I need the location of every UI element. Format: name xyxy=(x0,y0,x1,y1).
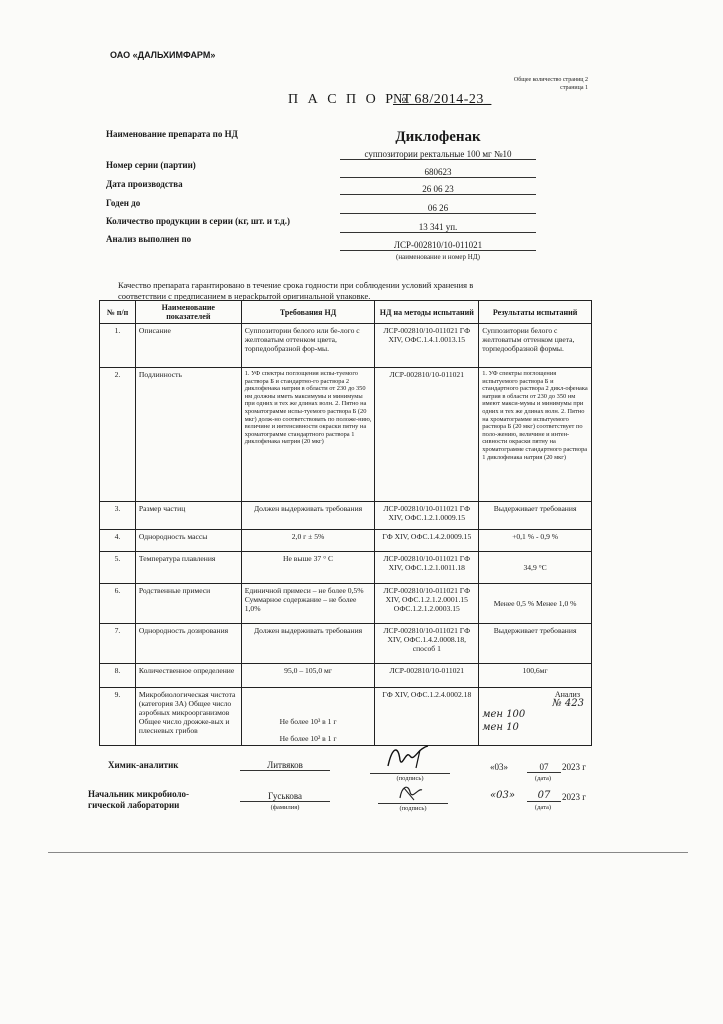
drug-label: Наименование препарата по НД xyxy=(106,129,238,139)
table-row xyxy=(100,324,592,368)
table-row xyxy=(100,624,592,664)
chemist-date-month: 07 xyxy=(527,762,561,773)
header-methods: НД на методы испытаний xyxy=(375,301,479,324)
head-role-line2: гической лаборатории xyxy=(88,800,180,810)
head-date-day: «03» xyxy=(490,790,515,801)
row-num: 3. xyxy=(100,502,136,530)
series-label: Номер серии (партии) xyxy=(106,160,196,170)
row-name: Однородность дозирования xyxy=(135,624,241,664)
organization-name: ОАО «ДАЛЬХИМФАРМ» xyxy=(110,50,216,60)
row-requirement: Должен выдерживать требования xyxy=(241,624,375,664)
row-name: Однородность массы xyxy=(135,530,241,552)
table-row xyxy=(100,530,592,552)
row-method: ГФ XIV, ОФС.1.4.2.0009.15 xyxy=(375,530,479,552)
chemist-name: Литвяков xyxy=(240,760,330,771)
row-result: Выдерживает требования xyxy=(479,624,592,664)
requirement-aerobic: Не более 10³ в 1 г xyxy=(279,717,337,726)
result-aerobic: мен 100 xyxy=(482,709,526,720)
chemist-date-day: «03» xyxy=(490,762,508,772)
row-num: 6. xyxy=(100,584,136,624)
table-row xyxy=(100,552,592,584)
expiry-value: 06 26 xyxy=(340,203,536,214)
passport-number: №_68/2014-23_ xyxy=(393,92,492,107)
row-name: Родственные примеси xyxy=(135,584,241,624)
row-requirement: 95,0 – 105,0 мг xyxy=(241,664,375,688)
row-result xyxy=(479,688,592,746)
row-method: ЛСР-002810/10-011021 xyxy=(375,664,479,688)
quantity-label: Количество продукции в серии (кг, шт. и т.д.) xyxy=(106,216,290,226)
row-requirement: Суппозитории белого или бе-лого с желтоватым оттенком цвета, торпедообразной фор-мы. xyxy=(241,324,375,368)
row-name: Температура плавления xyxy=(135,552,241,584)
result-fungi: мен 10 xyxy=(482,722,519,733)
row-name: Размер частиц xyxy=(135,502,241,530)
head-signature xyxy=(378,780,448,804)
row-requirement: Не выше 37 ° С xyxy=(241,552,375,584)
row-result: Выдерживает требования xyxy=(479,502,592,530)
table-row xyxy=(100,688,592,746)
quality-note: Качество препарата гарантировано в течение срока годности при соблюдении условий хранения в соответствии с предписанием в нерасkрытой оригинальной упаковке. xyxy=(118,280,474,301)
head-signature-hint: (подпись) xyxy=(399,805,427,812)
row-result: 34,9 °С xyxy=(479,552,592,584)
row-result: 100,6мг xyxy=(479,664,592,688)
row-requirement: Единичной примеси – не более 0,5% Суммарное содержание – не более 1,0% xyxy=(241,584,375,624)
chemist-date-hint: (дата) xyxy=(534,775,552,782)
row-method: ЛСР-002810/10-011021 ГФ XIV, ОФС.1.2.1.0009.15 xyxy=(375,502,479,530)
row-result: +0,1 % - 0,9 % xyxy=(479,530,592,552)
analysis-label: Анализ выполнен по xyxy=(106,234,192,244)
head-date-year: 2023 г xyxy=(562,792,586,802)
row-num: 5. xyxy=(100,552,136,584)
results-table xyxy=(99,300,592,746)
head-name: Гуськова xyxy=(240,791,330,802)
head-date-month: 07 xyxy=(527,790,561,802)
row-result: 1. УФ спектры поглощения испытуемого раствора Б и стандартного раствора 2 дикл-офенака натрия в области от 230 до 350 нм имеют макси-мумы и минимумы при одних и тех же длинах волн. 2. Пятно на хроматограмме испытуемого раствора Б (20 мкг) соответствует по поло-жению, величине и интен-сивности окраски пятну на хроматограмме стандартного раствора 1 диклофенака натрия (20 мкг) xyxy=(479,368,592,502)
chemist-signature xyxy=(370,738,450,774)
row-name: Подлинность xyxy=(135,368,241,502)
row-name: Количественное определение xyxy=(135,664,241,688)
table-row xyxy=(100,368,592,502)
quantity-value: 13 341 уп. xyxy=(340,222,536,233)
analysis-head: Анализ xyxy=(554,690,580,699)
analysis-hint: (наименование и номер НД) xyxy=(396,253,480,261)
row-requirement: Должен выдерживать требования xyxy=(241,502,375,530)
row-requirement: 1. УФ спектры поглощения испы-туемого раствора Б и стандартно-го раствора 2 диклофенака натрия в области от 230 до 350 нм должны иметь максимумы и минимумы при одних и тех же длинах волн. 2. Пятно на хроматограмме испы-туемого раствора Б (20 мкг) долж-но соответствовать по положе-нию, величине и интенсивности окраски пятну на хроматограмме стандартного раствора 1 диклофенака натрия (20 мкг) xyxy=(241,368,375,502)
total-pages: Общее количество страниц 2 xyxy=(513,77,588,83)
row-method: ЛСР-002810/10-011021 ГФ XIV, ОФС.1.4.1.0013.15 xyxy=(375,324,479,368)
row-method: ГФ XIV, ОФС.1.2.4.0002.18 xyxy=(375,688,479,746)
header-results: Результаты испытаний xyxy=(479,301,592,324)
row-result: Менее 0,5 % Менее 1,0 % xyxy=(479,584,592,624)
row-num: 2. xyxy=(100,368,136,502)
row-method: ЛСР-002810/10-011021 ГФ XIV, ОФС.1.4.2.0008.18, способ 1 xyxy=(375,624,479,664)
table-header-row xyxy=(100,301,592,324)
row-name: Микробиологическая чистота (категория 3А) Общее число аэробных микроорганизмов Общее число дрожже-вых и плесневых грибов xyxy=(135,688,241,746)
row-method: ЛСР-002810/10-011021 ГФ XIV, ОФС.1.2.1.2.0001.15 ОФС.1.2.1.2.0003.15 xyxy=(375,584,479,624)
row-num: 8. xyxy=(100,664,136,688)
signature-scribble-icon xyxy=(378,780,448,804)
head-surname-hint: (фамилия) xyxy=(270,804,300,811)
chemist-signature-hint: (подпись) xyxy=(396,775,424,782)
bottom-divider xyxy=(48,852,688,853)
table-row xyxy=(100,664,592,688)
drug-name: Диклофенак xyxy=(395,129,481,145)
header-name: Наименование показателей xyxy=(135,301,241,324)
table-row xyxy=(100,502,592,530)
row-method: ЛСР-002810/10-011021 ГФ XIV, ОФС.1.2.1.0011.18 xyxy=(375,552,479,584)
expiry-label: Годен до xyxy=(106,198,141,208)
series-value: 680623 xyxy=(340,167,536,178)
requirement-fungi: Не более 10² в 1 г xyxy=(279,734,337,743)
chemist-date-year: 2023 г xyxy=(562,762,586,772)
row-method: ЛСР-002810/10-011021 xyxy=(375,368,479,502)
analysis-value: ЛСР-002810/10-011021 xyxy=(340,240,536,251)
head-date-hint: (дата) xyxy=(534,804,552,811)
header-requirements: Требования НД xyxy=(241,301,375,324)
signature-scribble-icon xyxy=(370,738,450,774)
row-result: Суппозитории белого с желтоватым оттенком цвета, торпедообразной формы. xyxy=(479,324,592,368)
row-num: 7. xyxy=(100,624,136,664)
page-count xyxy=(470,76,588,92)
row-requirement: 2,0 г ± 5% xyxy=(241,530,375,552)
head-role-line1: Начальник микробиоло- xyxy=(88,789,190,799)
drug-form: суппозитории ректальные 100 мг №10 xyxy=(340,149,536,160)
row-name: Описание xyxy=(135,324,241,368)
chemist-role: Химик-аналитик xyxy=(108,760,179,770)
row-num: 1. xyxy=(100,324,136,368)
header-num: № п/п xyxy=(100,301,136,324)
table-row xyxy=(100,584,592,624)
row-requirement xyxy=(241,688,375,746)
production-date-label: Дата производства xyxy=(106,179,183,189)
row-num: 4. xyxy=(100,530,136,552)
production-date-value: 26 06 23 xyxy=(340,184,536,195)
analysis-number: № 423 xyxy=(552,698,584,709)
passport-title: П А С П О Р Т xyxy=(288,92,415,107)
page-number: страница 1 xyxy=(560,85,588,91)
row-num: 9. xyxy=(100,688,136,746)
